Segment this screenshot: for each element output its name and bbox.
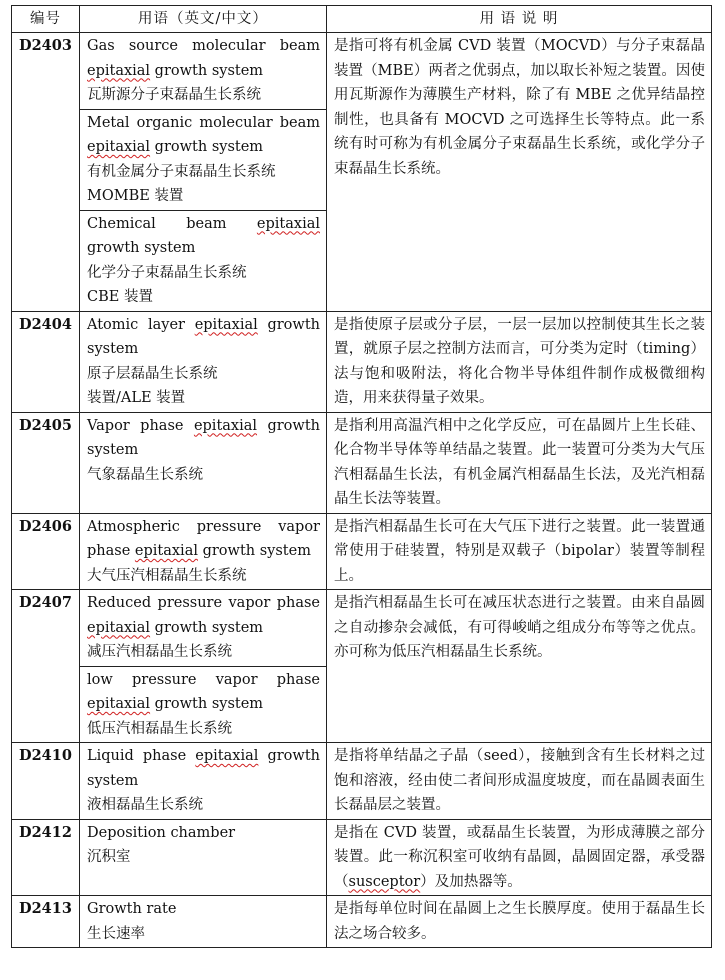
entry-term [80, 33, 327, 110]
term-english [87, 515, 320, 564]
term-chinese: 低压汽相磊晶生长系统 [87, 720, 232, 737]
term-english [87, 821, 320, 846]
entry-description [327, 311, 712, 412]
entry-code: D2413 [12, 896, 80, 948]
entry-term [80, 513, 327, 590]
term-chinese: 气象磊晶生长系统 [87, 466, 203, 483]
term-english-part: Liquid phase [87, 748, 196, 764]
term-english-underlined: epitaxial [87, 696, 151, 712]
term-english-part: Atmospheric pressure vapor phase [87, 518, 320, 559]
entry-code: D2406 [12, 513, 80, 590]
term-english-underlined: epitaxial [134, 543, 198, 559]
term-english-underlined: epitaxial [87, 62, 151, 79]
term-english-part: growth system [87, 316, 320, 357]
term-english [87, 212, 320, 261]
term-english [87, 591, 320, 640]
description-text: 是指可将有机金属 CVD 装置（MOCVD）与分子束磊晶装置（MBE）两者之优弱点，加以取长补短之装置。因使用瓦斯源作为薄膜生产材料，除了有 MBE 之优异结晶控制性，也具备有 MOCVD 之可选择生长等特点。此一系统有时可称为有机金属分子束磊晶生长系统，或化学分子束磊晶生长系统。 [334, 38, 705, 177]
entry-term [80, 412, 327, 513]
entry-term [80, 210, 327, 311]
entry-description [327, 33, 712, 312]
term-english-part: Chemical beam [87, 215, 257, 232]
description-text: 是指将单结晶之子晶（seed），接触到含有生长材料之过饱和溶液，经由使二者间形成温度坡度，而在晶圆表面生长磊晶层之装置。 [334, 748, 705, 813]
term-english-part: growth system [87, 417, 320, 458]
header-description: 用 语 说 明 [327, 6, 712, 33]
description-underlined: susceptor [348, 873, 421, 890]
entry-term [80, 819, 327, 896]
term-chinese: 化学分子束磊晶生长系统 [87, 264, 247, 281]
entry-description [327, 819, 712, 896]
entry-code: D2407 [12, 590, 80, 743]
term-english-part: Gas source molecular beam [87, 38, 320, 54]
entry-term [80, 590, 327, 667]
term-english-part: growth system [150, 62, 264, 79]
term-chinese: 生长速率 [87, 925, 145, 942]
term-english [87, 313, 320, 362]
table-row [12, 896, 712, 948]
table-row [12, 33, 712, 110]
term-chinese: 有机金属分子束磊晶生长系统 [87, 163, 276, 180]
term-english [87, 414, 320, 463]
table-row [12, 590, 712, 667]
entry-term [80, 311, 327, 412]
glossary-table [11, 5, 712, 948]
term-english-part: Metal organic molecular beam [87, 114, 320, 131]
entry-description [327, 743, 712, 820]
table-row [12, 412, 712, 513]
description-text: ）及加热器等。 [420, 873, 522, 890]
entry-description [327, 412, 712, 513]
table-row [12, 513, 712, 590]
header-code: 编号 [12, 6, 80, 33]
term-chinese: 减压汽相磊晶生长系统 [87, 644, 232, 660]
term-english-underlined: epitaxial [256, 215, 320, 232]
description-text: 是指在 CVD 装置，或磊晶生长装置，为形成薄膜之部分装置。此一称沉积室可收纳有晶圆，晶圆固定器，承受器（ [334, 824, 705, 890]
term-chinese: 大气压汽相磊晶生长系统 [87, 567, 247, 584]
term-english [87, 111, 320, 160]
term-english-part: Reduced pressure vapor phase [87, 595, 320, 611]
term-english-underlined: epitaxial [193, 417, 258, 434]
entry-term [80, 109, 327, 210]
term-english-part: growth system [87, 240, 196, 256]
table-row [12, 819, 712, 896]
table-row [12, 311, 712, 412]
term-english [87, 34, 320, 83]
term-chinese: 原子层磊晶生长系统 [87, 365, 218, 382]
term-english-part: Growth rate [87, 901, 177, 917]
term-abbreviation: CBE 装置 [87, 289, 153, 305]
entry-code: D2403 [12, 33, 80, 312]
entry-description [327, 513, 712, 590]
entry-code: D2410 [12, 743, 80, 820]
term-english-part: growth system [197, 543, 311, 559]
term-english-part: growth system [150, 139, 264, 155]
term-abbreviation: 装置/ALE 装置 [87, 390, 186, 406]
description-text: 是指每单位时间在晶圆上之生长膜厚度。使用于磊晶生长法之场合较多。 [334, 901, 705, 942]
term-english-underlined: epitaxial [87, 619, 151, 636]
entry-term [80, 743, 327, 820]
header-row [12, 6, 712, 33]
term-english [87, 668, 320, 717]
entry-description [327, 590, 712, 743]
term-english-underlined: epitaxial [195, 748, 259, 764]
term-chinese: 液相磊晶生长系统 [87, 797, 203, 813]
term-english-part: Atomic layer [87, 316, 195, 333]
term-english-part: growth system [150, 696, 264, 712]
term-english-part: growth system [87, 748, 320, 789]
term-abbreviation: MOMBE 装置 [87, 188, 184, 204]
table-row [12, 743, 712, 820]
term-english [87, 744, 320, 793]
term-chinese: 瓦斯源分子束磊晶生长系统 [87, 87, 261, 103]
header-term: 用语（英文/中文） [80, 6, 327, 33]
table-body [12, 33, 712, 948]
entry-code: D2405 [12, 412, 80, 513]
term-english-underlined: epitaxial [194, 316, 258, 333]
term-chinese: 沉积室 [87, 849, 131, 865]
description-text: 是指使原子层或分子层，一层一层加以控制使其生长之装置，就原子层之控制方法而言，可分类为定时（timing）法与饱和吸附法，将化合物半导体组件制作成极微细构造，用来获得量子效果。 [334, 316, 705, 406]
description-text: 是指汽相磊晶生长可在大气压下进行之装置。此一装置通常使用于硅装置，特别是双载子（bipolar）装置等制程上。 [334, 518, 705, 584]
description-text: 是指利用高温汽相中之化学反应，可在晶圆片上生长硅、化合物半导体等单结晶之装置。此一装置可分类为大气压汽相磊晶生长法，有机金属汽相磊晶生长法，及光汽相磊晶生长法等装置。 [334, 417, 705, 507]
entry-code: D2404 [12, 311, 80, 412]
term-english-underlined: epitaxial [87, 139, 151, 155]
term-english-part: Deposition chamber [87, 824, 236, 841]
term-english-part: growth system [150, 619, 264, 636]
term-english-part: low pressure vapor phase [87, 671, 320, 688]
description-text: 是指汽相磊晶生长可在减压状态进行之装置。由来自晶圆之自动掺杂会减低，有可得峻峭之组成分布等等之优点。亦可称为低压汽相磊晶生长系统。 [334, 595, 705, 660]
entry-term [80, 666, 327, 743]
term-english-part: Vapor phase [87, 417, 194, 434]
entry-description [327, 896, 712, 948]
entry-code: D2412 [12, 819, 80, 896]
term-english [87, 897, 320, 922]
entry-term [80, 896, 327, 948]
